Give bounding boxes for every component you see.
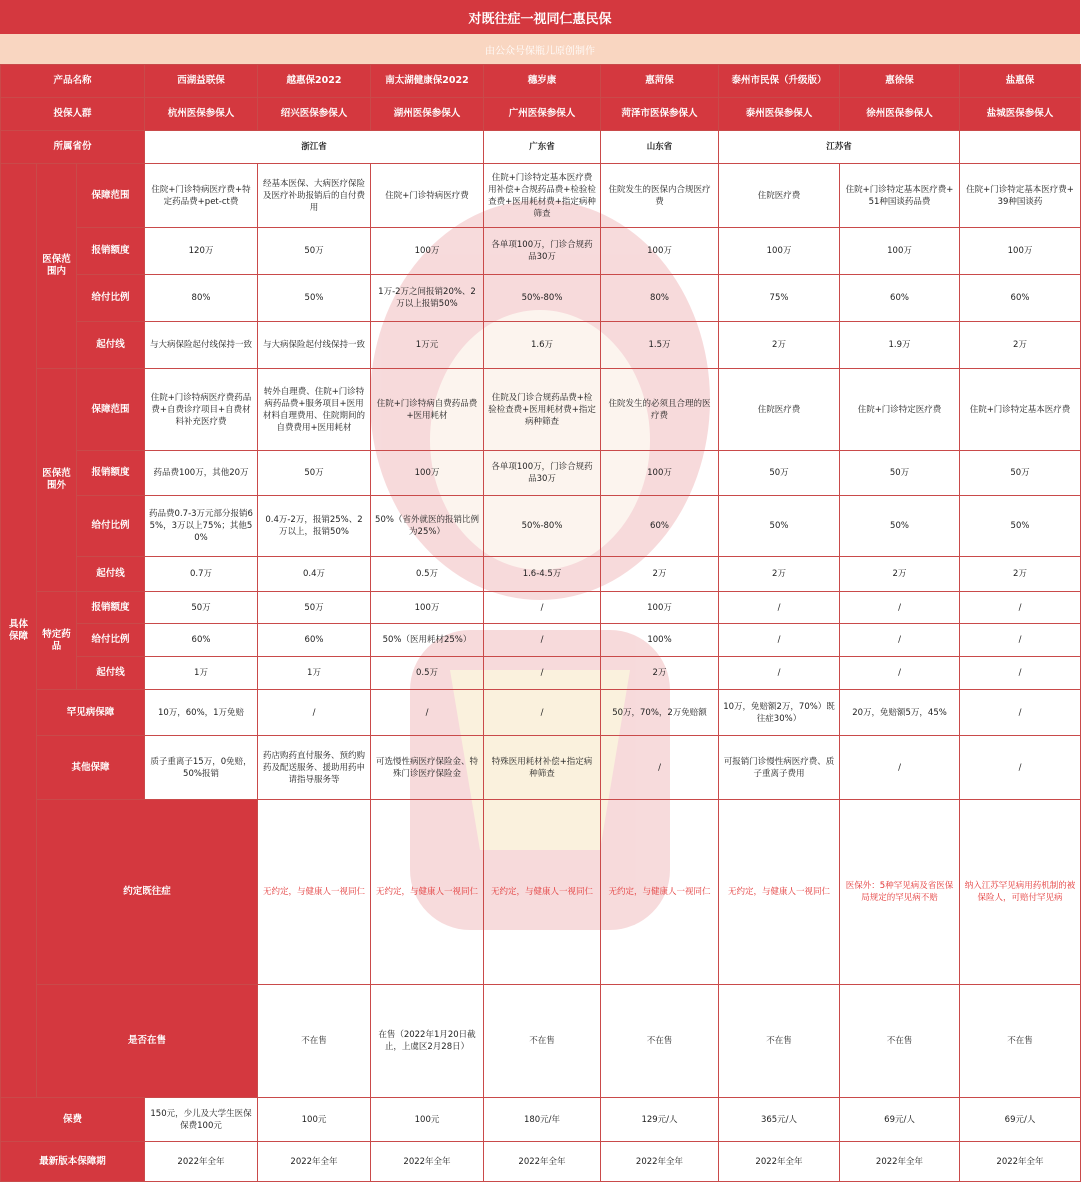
table-cell: 无约定，与健康人一视同仁 [601, 800, 719, 985]
row-drug-limit [1, 592, 1081, 624]
row-out-limit [1, 451, 1081, 496]
table-cell: 医保外：5种罕见病及省医保局规定的罕见病不赔 [840, 800, 960, 985]
product-name: 盐惠保 [960, 65, 1081, 98]
row-label: 约定既往症 [37, 800, 258, 985]
table-cell: 0.4万-2万，报销25%、2万以上，报销50% [258, 496, 371, 557]
table-cell: 住院+门诊特病自费药品费+医用耗材 [371, 369, 484, 451]
table-cell: 住院+门诊特病医疗费+特定药品费+pet-ct费 [145, 164, 258, 228]
table-cell: 2022年全年 [258, 1142, 371, 1182]
table-cell: 可选慢性病医疗保险金、特殊门诊医疗保险金 [371, 736, 484, 800]
table-cell: 50% [840, 496, 960, 557]
comparison-table [0, 64, 1081, 1182]
table-cell: 50% [719, 496, 840, 557]
table-cell: 住院+门诊特定基本医疗费 [960, 369, 1081, 451]
table-cell: 住院+门诊特病医疗费药品费+自费诊疗项目+自费材料补充医疗费 [145, 369, 258, 451]
table-cell: 100% [601, 624, 719, 657]
table-cell: / [371, 690, 484, 736]
table-cell: 50%（医用耗材25%） [371, 624, 484, 657]
table-cell: 100万 [371, 228, 484, 275]
table-cell: 50万 [719, 451, 840, 496]
table-cell: 365元/人 [719, 1098, 840, 1142]
group-in-label: 医保范围内 [37, 164, 77, 369]
table-cell: 10万，免赔额2万，70%）既往症30%） [719, 690, 840, 736]
table-cell: 住院+门诊特定基本医疗费用补偿+合规药品费+检验检查费+医用耗材费+指定病种筛查 [484, 164, 601, 228]
table-cell: 1万-2万之间报销20%、2万以上报销50% [371, 275, 484, 322]
table-cell: 2万 [601, 657, 719, 690]
table-cell: 80% [601, 275, 719, 322]
table-cell: 60% [601, 496, 719, 557]
table-cell: 可报销门诊慢性病医疗费、质子重离子费用 [719, 736, 840, 800]
table-cell: 50万，70%，2万免赔额 [601, 690, 719, 736]
table-cell: 无约定，与健康人一视同仁 [484, 800, 601, 985]
table-cell: / [960, 736, 1081, 800]
row-label: 所属省份 [1, 131, 145, 164]
table-cell: 100万 [840, 228, 960, 275]
row-in-limit [1, 228, 1081, 275]
table-cell: 1.9万 [840, 322, 960, 369]
group-main-label: 具体保障 [1, 164, 37, 1098]
table-cell: 2022年全年 [145, 1142, 258, 1182]
row-out-deduct [1, 557, 1081, 592]
row-label: 报销额度 [77, 451, 145, 496]
table-cell: / [484, 657, 601, 690]
row-label: 罕见病保障 [37, 690, 145, 736]
row-label: 起付线 [77, 322, 145, 369]
table-cell: / [960, 690, 1081, 736]
table-cell: 180元/年 [484, 1098, 601, 1142]
table-cell: 60% [145, 624, 258, 657]
table-cell: 住院+门诊特定基本医疗费+39种国谈药 [960, 164, 1081, 228]
table-cell: 69元/人 [840, 1098, 960, 1142]
table-cell: 1万 [145, 657, 258, 690]
table-cell: 100万 [371, 592, 484, 624]
table-cell: 2022年全年 [601, 1142, 719, 1182]
table-cell: 各单项100万，门诊合规药品30万 [484, 228, 601, 275]
province-cell: 广东省 [484, 131, 601, 164]
table-cell: 2万 [960, 557, 1081, 592]
insured-group: 徐州医保参保人 [840, 98, 960, 131]
row-label: 其他保障 [37, 736, 145, 800]
table-cell: 100万 [601, 592, 719, 624]
table-cell: 100万 [601, 228, 719, 275]
insured-group: 广州医保参保人 [484, 98, 601, 131]
table-cell: 无约定，与健康人一视同仁 [719, 800, 840, 985]
table-cell: 2万 [601, 557, 719, 592]
table-cell: 2万 [840, 557, 960, 592]
insured-group: 盐城医保参保人 [960, 98, 1081, 131]
table-cell: 不在售 [484, 985, 601, 1098]
product-name: 惠徐保 [840, 65, 960, 98]
table-cell: / [840, 657, 960, 690]
row-in-ratio [1, 275, 1081, 322]
row-label: 最新版本保障期 [1, 1142, 145, 1182]
table-cell: 2万 [719, 557, 840, 592]
table-cell: 50万 [258, 228, 371, 275]
table-cell: 2万 [719, 322, 840, 369]
table-cell: 100万 [960, 228, 1081, 275]
product-name: 惠菏保 [601, 65, 719, 98]
row-out-ratio [1, 496, 1081, 557]
table-cell: / [719, 592, 840, 624]
table-cell: 2022年全年 [484, 1142, 601, 1182]
table-cell: 住院医疗费 [719, 369, 840, 451]
table-cell: 不在售 [601, 985, 719, 1098]
table-cell: 60% [840, 275, 960, 322]
table-cell: 1.6-4.5万 [484, 557, 601, 592]
table-cell: 69元/人 [960, 1098, 1081, 1142]
row-label: 给付比例 [77, 275, 145, 322]
table-cell: 75% [719, 275, 840, 322]
table-cell: 0.5万 [371, 657, 484, 690]
row-period [1, 1142, 1081, 1182]
row-label: 保障范围 [77, 164, 145, 228]
table-cell: 10万，60%，1万免赔 [145, 690, 258, 736]
table-cell: / [840, 592, 960, 624]
row-rare [1, 690, 1081, 736]
page-title: 对既往症一视同仁惠民保 [0, 0, 1080, 34]
group-out-label: 医保范围外 [37, 369, 77, 592]
table-cell: 特殊医用耗材补偿+指定病种筛查 [484, 736, 601, 800]
table-cell: 50万 [840, 451, 960, 496]
table-cell: 住院+门诊特定基本医疗费+51种国谈药品费 [840, 164, 960, 228]
insured-group: 绍兴医保参保人 [258, 98, 371, 131]
table-cell: 2022年全年 [960, 1142, 1081, 1182]
product-name: 泰州市民保（升级版） [719, 65, 840, 98]
table-cell: 50万 [258, 451, 371, 496]
table-cell: 无约定，与健康人一视同仁 [258, 800, 371, 985]
table-cell: / [960, 657, 1081, 690]
table-cell: 50% [258, 275, 371, 322]
table-cell: / [258, 690, 371, 736]
row-drug-ratio [1, 624, 1081, 657]
table-cell: / [960, 592, 1081, 624]
table-cell: 2万 [960, 322, 1081, 369]
table-cell: 100万 [371, 451, 484, 496]
insured-group: 湖州医保参保人 [371, 98, 484, 131]
row-province [1, 131, 1081, 164]
table-cell: 2022年全年 [840, 1142, 960, 1182]
table-cell: 50%-80% [484, 496, 601, 557]
table-cell: / [601, 736, 719, 800]
row-label: 保障范围 [77, 369, 145, 451]
table-cell: 50%-80% [484, 275, 601, 322]
province-cell [960, 131, 1081, 164]
product-name: 西湖益联保 [145, 65, 258, 98]
row-out-scope [1, 369, 1081, 451]
table-cell: / [960, 624, 1081, 657]
table-cell: 60% [258, 624, 371, 657]
table-cell: 50万 [145, 592, 258, 624]
table-cell: 药品费0.7-3万元部分报销65%，3万以上75%；其他50% [145, 496, 258, 557]
table-cell: 转外自理费、住院+门诊特病药品费+服务项目+医用材料自理费用、住院期间的自费费用+医用耗材 [258, 369, 371, 451]
row-label: 给付比例 [77, 624, 145, 657]
row-preexist [1, 800, 1081, 985]
table-cell: 100万 [601, 451, 719, 496]
row-label: 起付线 [77, 657, 145, 690]
table-cell: 各单项100万，门诊合规药品30万 [484, 451, 601, 496]
table-cell: 与大病保险起付线保持一致 [258, 322, 371, 369]
table-cell: 50万 [258, 592, 371, 624]
table-cell: 住院医疗费 [719, 164, 840, 228]
table-cell: 129元/人 [601, 1098, 719, 1142]
product-name: 越惠保2022 [258, 65, 371, 98]
table-cell: 1万 [258, 657, 371, 690]
table-cell: 质子重离子15万，0免赔，50%报销 [145, 736, 258, 800]
table-cell: 住院及门诊合规药品费+检验检查费+医用耗材费+指定病种筛查 [484, 369, 601, 451]
row-product [1, 65, 1081, 98]
row-premium [1, 1098, 1081, 1142]
row-other [1, 736, 1081, 800]
table-cell: / [484, 592, 601, 624]
insured-group: 杭州医保参保人 [145, 98, 258, 131]
row-onsale [1, 985, 1081, 1098]
product-name: 穗岁康 [484, 65, 601, 98]
table-cell: 药品费100万，其他20万 [145, 451, 258, 496]
table-cell: 20万，免赔额5万，45% [840, 690, 960, 736]
row-label: 起付线 [77, 557, 145, 592]
row-label: 是否在售 [37, 985, 258, 1098]
table-cell: 2022年全年 [371, 1142, 484, 1182]
table-cell: 在售（2022年1月20日截止，上虞区2月28日） [371, 985, 484, 1098]
row-label: 报销额度 [77, 228, 145, 275]
table-cell: 不在售 [960, 985, 1081, 1098]
table-cell: 80% [145, 275, 258, 322]
row-label: 产品名称 [1, 65, 145, 98]
insured-group: 菏泽市医保参保人 [601, 98, 719, 131]
table-cell: 不在售 [840, 985, 960, 1098]
table-cell: 100万 [719, 228, 840, 275]
table-cell: / [840, 736, 960, 800]
table-cell: 60% [960, 275, 1081, 322]
row-label: 投保人群 [1, 98, 145, 131]
table-cell: 无约定，与健康人一视同仁 [371, 800, 484, 985]
province-cell: 浙江省 [145, 131, 484, 164]
row-drug-deduct [1, 657, 1081, 690]
table-cell: 120万 [145, 228, 258, 275]
table-cell: / [484, 690, 601, 736]
table-cell: 0.7万 [145, 557, 258, 592]
table-cell: 100元 [371, 1098, 484, 1142]
province-cell: 江苏省 [719, 131, 960, 164]
table-cell: 2022年全年 [719, 1142, 840, 1182]
table-cell: 50% [960, 496, 1081, 557]
row-insured [1, 98, 1081, 131]
table-cell: 不在售 [258, 985, 371, 1098]
table-cell: 住院发生的医保内合规医疗费 [601, 164, 719, 228]
table-cell: 住院+门诊特病医疗费 [371, 164, 484, 228]
table-cell: / [719, 657, 840, 690]
table-cell: 经基本医保、大病医疗保险及医疗补助报销后的自付费用 [258, 164, 371, 228]
table-cell: 与大病保险起付线保持一致 [145, 322, 258, 369]
table-cell: 纳入江苏罕见病用药机制的被保险人，可赔付罕见病 [960, 800, 1081, 985]
table-cell: / [719, 624, 840, 657]
group-drug-label: 特定药品 [37, 592, 77, 690]
row-label: 报销额度 [77, 592, 145, 624]
table-cell: 50万 [960, 451, 1081, 496]
table-cell: / [840, 624, 960, 657]
table-cell: 0.4万 [258, 557, 371, 592]
table-cell: 1.6万 [484, 322, 601, 369]
table-cell: 0.5万 [371, 557, 484, 592]
province-cell: 山东省 [601, 131, 719, 164]
row-in-scope [1, 164, 1081, 228]
table-cell: 50%（省外就医的报销比例为25%） [371, 496, 484, 557]
page-subtitle: 由公众号保瓶儿原创制作 [0, 34, 1080, 65]
table-cell: 150元，少儿及大学生医保保费100元 [145, 1098, 258, 1142]
table-cell: 1万元 [371, 322, 484, 369]
insured-group: 泰州医保参保人 [719, 98, 840, 131]
table-cell: 住院+门诊特定医疗费 [840, 369, 960, 451]
table-cell: 药店购药直付服务、预约购药及配送服务、援助用药申请指导服务等 [258, 736, 371, 800]
table-cell: 100元 [258, 1098, 371, 1142]
row-label: 保费 [1, 1098, 145, 1142]
table-cell: 住院发生的必须且合理的医疗费 [601, 369, 719, 451]
table-cell: / [484, 624, 601, 657]
table-cell: 不在售 [719, 985, 840, 1098]
product-name: 南太湖健康保2022 [371, 65, 484, 98]
row-label: 给付比例 [77, 496, 145, 557]
table-cell: 1.5万 [601, 322, 719, 369]
row-in-deduct [1, 322, 1081, 369]
